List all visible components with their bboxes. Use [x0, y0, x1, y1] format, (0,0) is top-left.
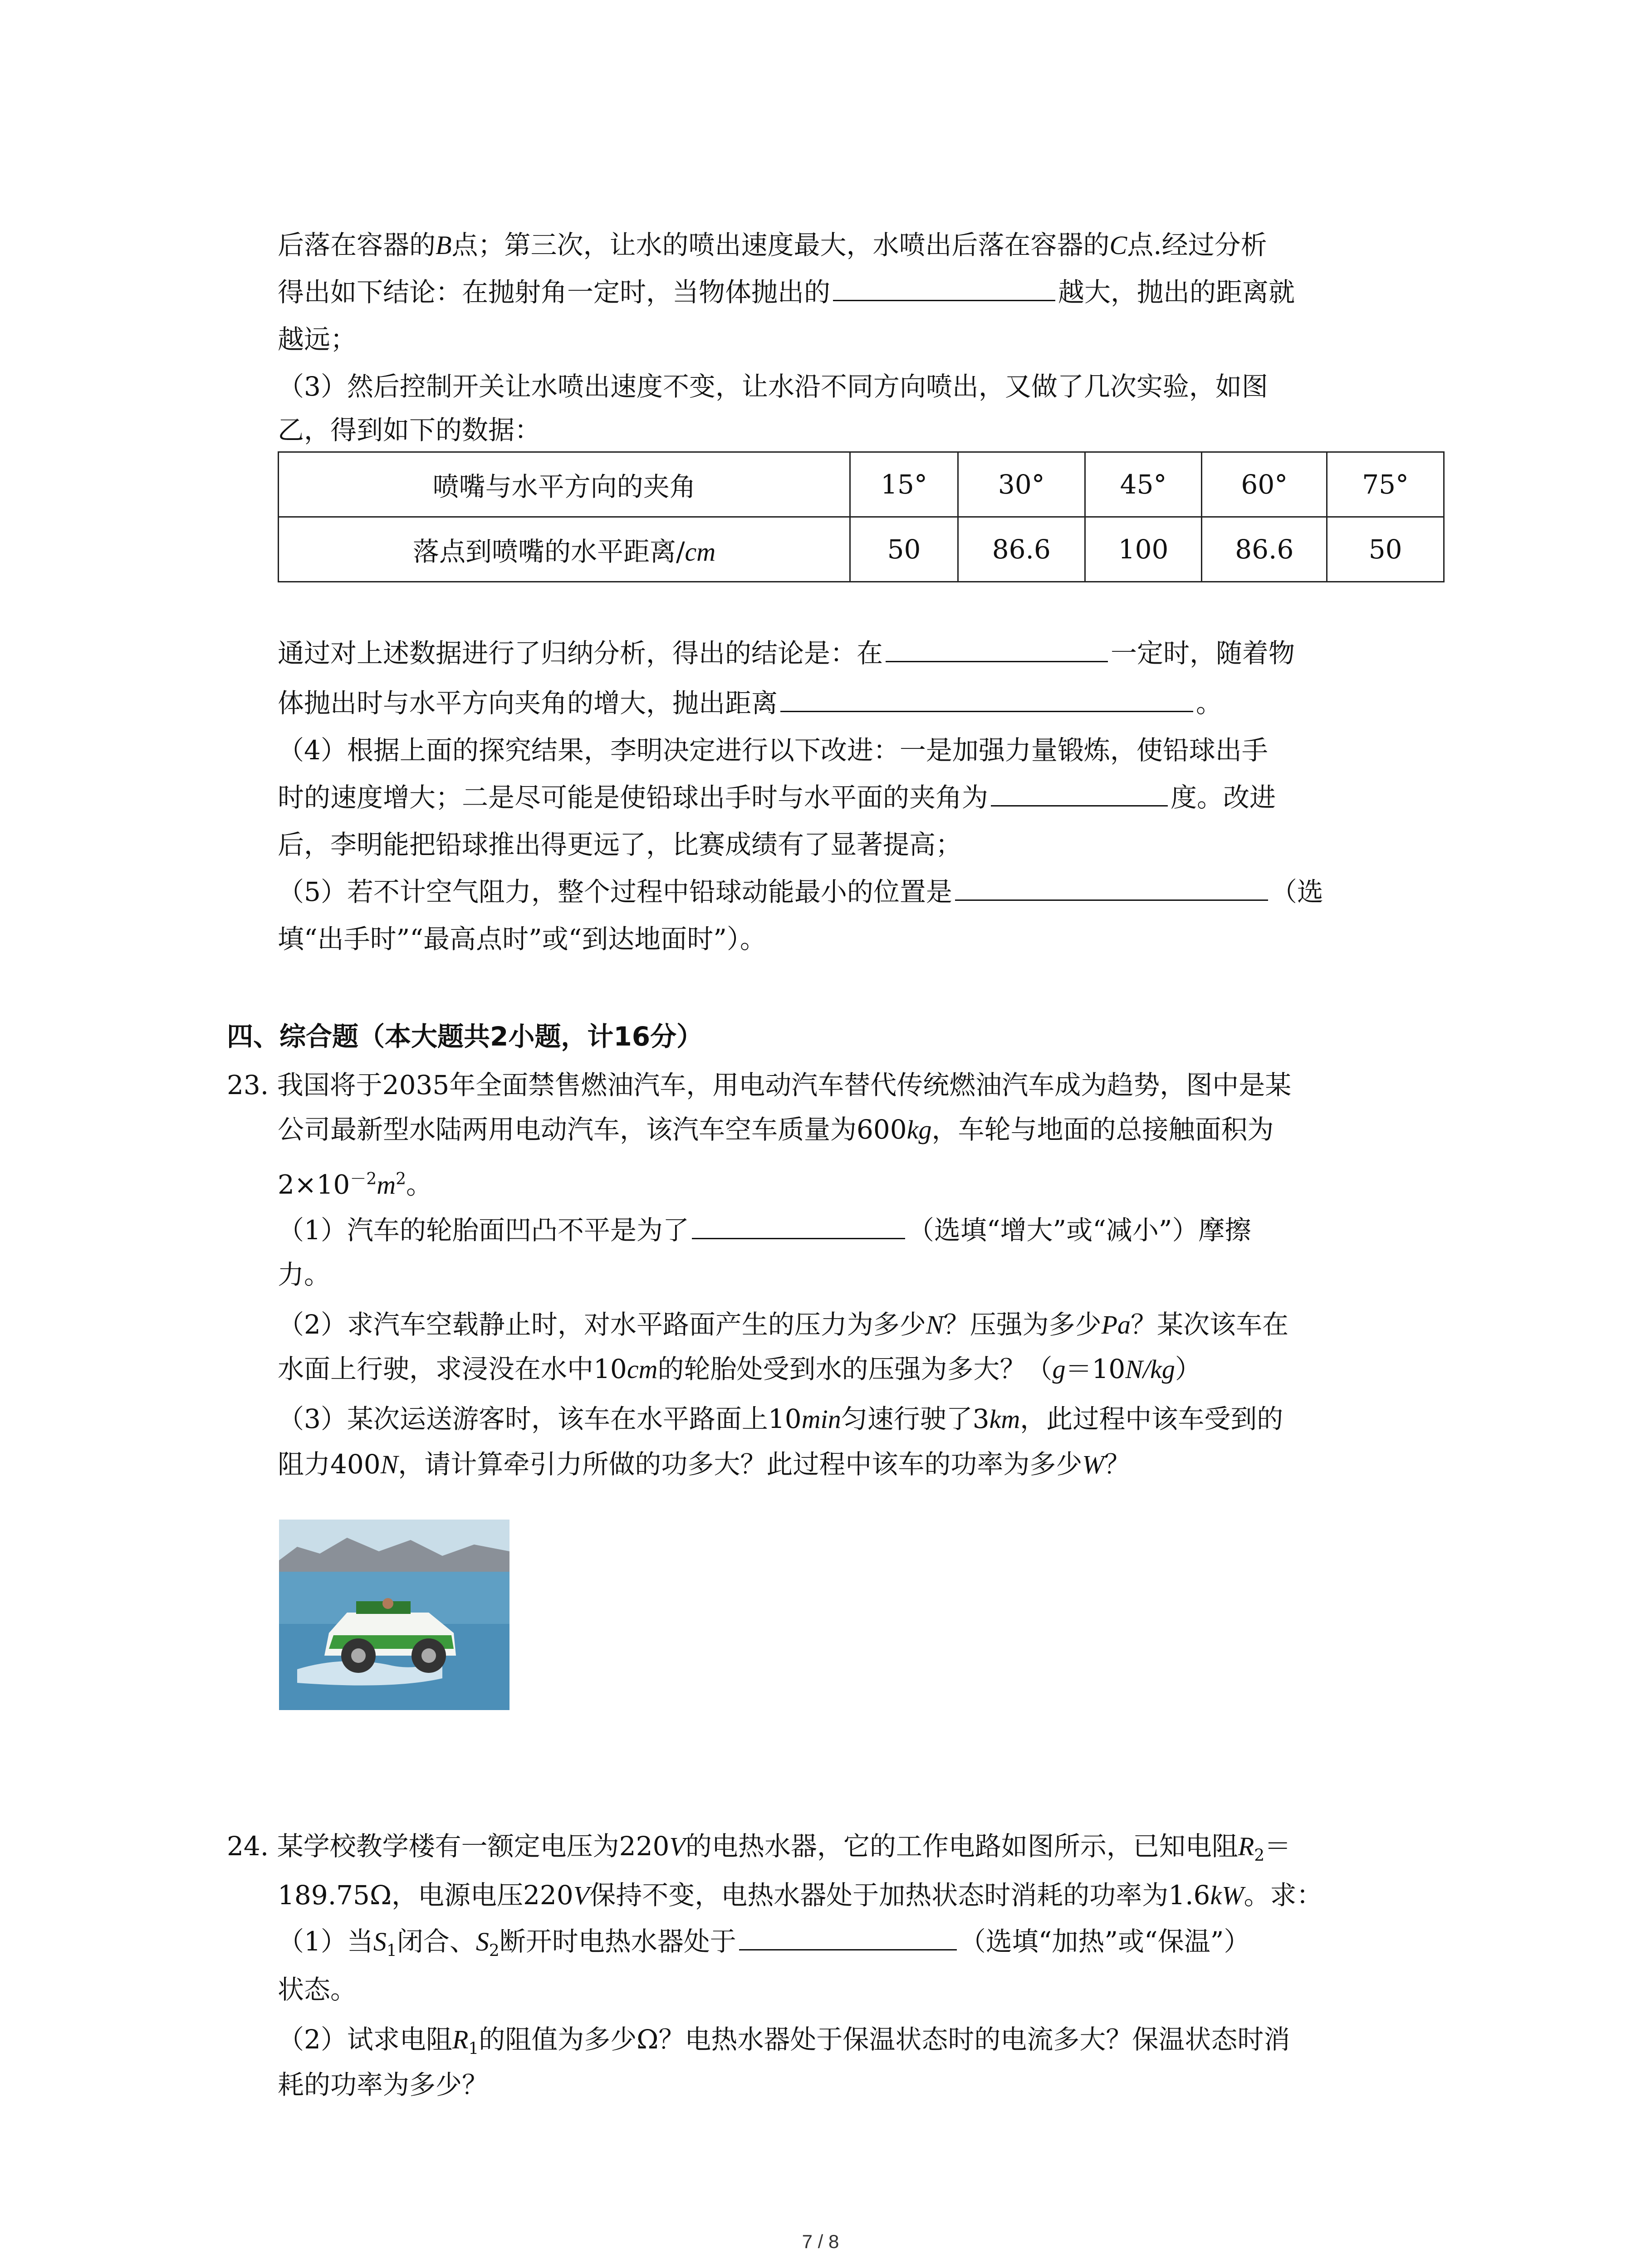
answer-blank[interactable] — [886, 656, 1108, 662]
table-header-cell: 喷嘴与水平方向的夹角 — [279, 452, 850, 517]
question-24: 24. 某学校教学楼有一额定电压为220V的电热水器，它的工作电路如图所示，已知电阻$R_2=$ — [227, 1831, 1291, 1865]
table-row — [279, 452, 1444, 517]
car-illustration — [279, 1520, 509, 1710]
answer-blank[interactable] — [955, 895, 1268, 901]
text-line: （4）根据上面的探究结果，李明决定进行以下改进：一是加强力量锻炼，使铅球出手 — [278, 735, 1268, 766]
text-line: （3）然后控制开关让水喷出速度不变，让水沿不同方向喷出，又做了几次实验，如图 — [278, 371, 1268, 402]
table-row — [279, 517, 1444, 582]
text-line: 状态。 — [278, 1974, 357, 2005]
text-line: （1）当$S_1$闭合、$S_2$断开时电热水器处于 （选填“加热”或“保温”） — [278, 1926, 1250, 1960]
table-cell: 30° — [958, 452, 1085, 517]
text-line: $2\times 10^{-2}m^2$。 — [278, 1169, 433, 1200]
text-line: 填“出手时”“最高点时”或“到达地面时”）。 — [278, 924, 766, 954]
text-line: 得出如下结论：在抛射角一定时，当物体抛出的 越大，抛出的距离就 — [278, 277, 1295, 308]
table-cell: 86.6 — [958, 517, 1085, 582]
table-header-cell: 落点到喷嘴的水平距离/cm — [279, 517, 850, 582]
text-line: 后落在容器的B点；第三次，让水的喷出速度最大，水喷出后落在容器的C点.经过分析 — [278, 230, 1267, 260]
text-line: 体抛出时与水平方向夹角的增大，抛出距离 。 — [278, 688, 1223, 719]
text-line: 阻力400N，请计算牵引力所做的功多大？此过程中该车的功率为多少W？ — [278, 1449, 1131, 1480]
text-line: （2）求汽车空载静止时，对水平路面产生的压力为多少N？压强为多少Pa？某次该车在 — [278, 1309, 1289, 1340]
text-line: 后，李明能把铅球推出得更远了，比赛成绩有了显著提高； — [278, 829, 962, 860]
table-cell: 15° — [850, 452, 958, 517]
text-line: （3）某次运送游客时，该车在水平路面上10min匀速行驶了3km，此过程中该车受到的 — [278, 1403, 1283, 1434]
text-line: （5）若不计空气阻力，整个过程中铅球动能最小的位置是 （选 — [278, 876, 1323, 907]
table-cell: 60° — [1202, 452, 1327, 517]
table-cell: 50 — [1327, 517, 1444, 582]
section-heading: 四、综合题（本大题共2小题，计16分） — [227, 1021, 703, 1052]
text-line: 乙，得到如下的数据： — [278, 415, 541, 445]
answer-blank[interactable] — [833, 295, 1055, 301]
text-line: 耗的功率为多少？ — [278, 2069, 489, 2100]
table-cell: 75° — [1327, 452, 1444, 517]
text-line: 公司最新型水陆两用电动汽车，该汽车空车质量为600kg，车轮与地面的总接触面积为 — [278, 1114, 1274, 1145]
text-line: 越远； — [278, 324, 357, 355]
table-cell: 50 — [850, 517, 958, 582]
text-line: （1）汽车的轮胎面凹凸不平是为了 （选填“增大”或“减小”）摩擦 — [278, 1215, 1251, 1246]
page-number: 7 / 8 — [802, 2231, 839, 2252]
text-line: 时的速度增大；二是尽可能是使铅球出手时与水平面的夹角为 度。改进 — [278, 782, 1276, 813]
amphibious-car-photo — [279, 1520, 509, 1710]
table-cell: 45° — [1085, 452, 1202, 517]
data-table — [278, 451, 1445, 582]
table-cell: 100 — [1085, 517, 1202, 582]
table-cell: 86.6 — [1202, 517, 1327, 582]
text-line: 通过对上述数据进行了归纳分析，得出的结论是：在 一定时，随着物 — [278, 638, 1295, 669]
question-23: 23. 我国将于2035年全面禁售燃油汽车，用电动汽车替代传统燃油汽车成为趋势，图中是某 — [227, 1070, 1292, 1100]
answer-blank[interactable] — [739, 1945, 957, 1950]
text-line: 力。 — [278, 1259, 331, 1290]
answer-blank[interactable] — [780, 706, 1193, 712]
text-line: 189.75Ω，电源电压220V保持不变，电热水器处于加热状态时消耗的功率为1.6kW。求： — [278, 1880, 1323, 1911]
text-line: 水面上行驶，求浸没在水中10cm的轮胎处受到水的压强为多大？（g＝10N/kg） — [278, 1354, 1201, 1384]
answer-blank[interactable] — [991, 801, 1168, 807]
answer-blank[interactable] — [692, 1233, 905, 1239]
text-line: （2）试求电阻$R_1$的阻值为多少Ω？电热水器处于保温状态时的电流多大？保温状态时消 — [278, 2024, 1290, 2058]
